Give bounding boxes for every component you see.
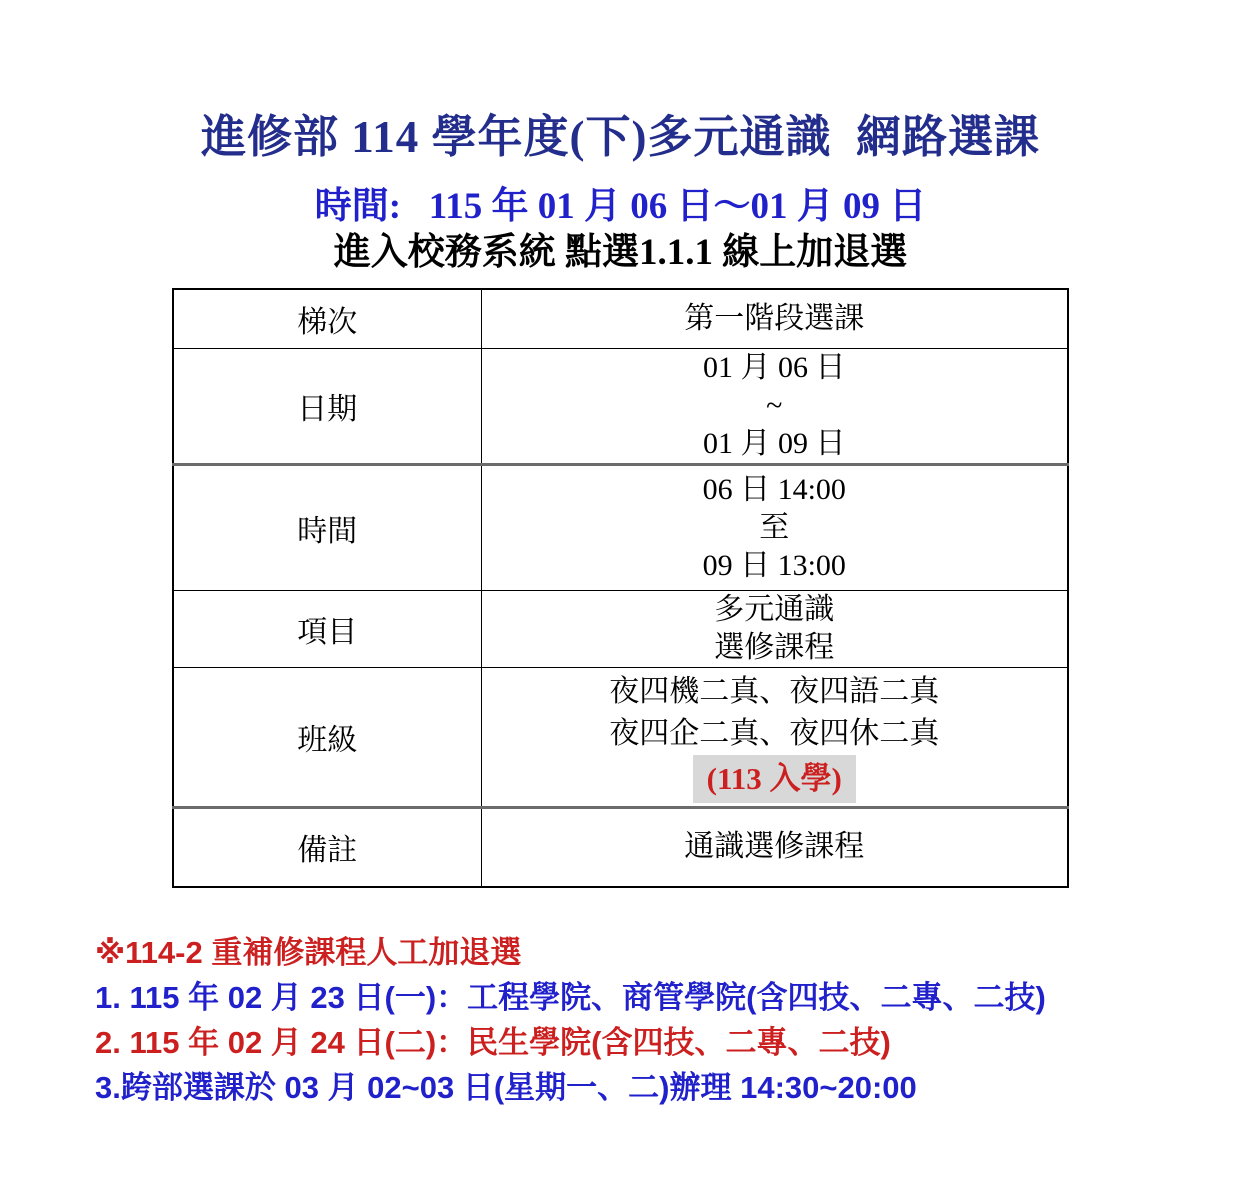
item-line-2: 選修課程 xyxy=(714,630,835,664)
table-row-stage xyxy=(173,289,1068,348)
time-to: 至 xyxy=(759,510,790,544)
footnote-engineering-business: 1. 115 年 02 月 23 日(一)：工程學院、商管學院(含四技、二專、二技) xyxy=(95,980,1046,1015)
row-value-stage xyxy=(481,289,1068,348)
stage-line: 第一階段選課 xyxy=(684,301,865,335)
date-start: 01 月 06 日 xyxy=(703,350,846,384)
row-value-class xyxy=(481,667,1068,807)
row-label-date: 日期 xyxy=(173,348,481,464)
date-end: 01 月 09 日 xyxy=(703,426,846,460)
instruction-line: 進入校務系統 點選1.1.1 線上加退選 xyxy=(333,232,908,273)
class-line-1: 夜四機二真、夜四語二真 xyxy=(609,674,940,708)
page-title: 進修部 114 學年度(下)多元通識 網路選課 xyxy=(201,112,1040,162)
table-row-class xyxy=(173,667,1068,807)
item-line-1: 多元通識 xyxy=(714,592,835,626)
class-line-2: 夜四企二真、夜四休二真 xyxy=(609,716,940,750)
row-label-item: 項目 xyxy=(173,590,481,667)
row-value-item xyxy=(481,590,1068,667)
table-row-time xyxy=(173,464,1068,590)
time-subtitle: 時間: 115 年 01 月 06 日～01 月 09 日 xyxy=(314,186,927,227)
time-start: 06 日 14:00 xyxy=(702,472,846,506)
table-row-date xyxy=(173,348,1068,464)
footnote-manual-add-drop: ※114-2 重補修課程人工加退選 xyxy=(95,935,522,970)
row-value-remark xyxy=(481,807,1068,887)
admission-year-highlight: (113 入學) xyxy=(693,755,856,803)
row-label-time: 時間 xyxy=(173,464,481,590)
row-value-date xyxy=(481,348,1068,464)
footnote-cross-division: 3.跨部選課於 03 月 02~03 日(星期一、二)辦理 14:30~20:00 xyxy=(95,1070,917,1105)
row-label-remark: 備註 xyxy=(173,807,481,887)
date-tilde: ~ xyxy=(766,388,783,422)
row-label-class: 班級 xyxy=(173,667,481,807)
remark-line: 通識選修課程 xyxy=(684,830,865,864)
row-value-time xyxy=(481,464,1068,590)
footnote-human-ecology: 2. 115 年 02 月 24 日(二)：民生學院(含四技、二專、二技) xyxy=(95,1025,891,1060)
table-row-remark xyxy=(173,807,1068,887)
row-label-stage: 梯次 xyxy=(173,289,481,348)
time-end: 09 日 13:00 xyxy=(702,548,846,582)
footnotes xyxy=(95,930,1195,1110)
schedule-table xyxy=(172,288,1069,888)
table-row-item xyxy=(173,590,1068,667)
